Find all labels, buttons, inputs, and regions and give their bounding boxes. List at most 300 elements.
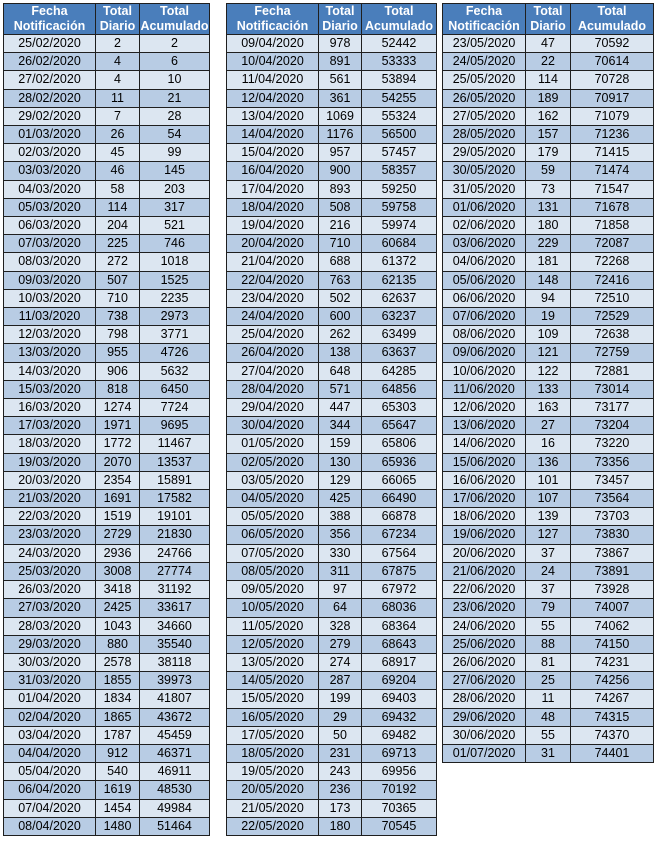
cell-fecha: 22/04/2020 xyxy=(227,271,319,289)
cell-fecha: 18/06/2020 xyxy=(443,508,526,526)
cell-fecha: 05/05/2020 xyxy=(227,508,319,526)
table-row xyxy=(443,635,654,653)
cell-total-acumulado: 9695 xyxy=(140,417,210,435)
cell-total-acumulado: 70614 xyxy=(571,53,654,71)
cell-total-diario: 648 xyxy=(319,362,362,380)
cell-total-acumulado: 19101 xyxy=(140,508,210,526)
cell-total-acumulado: 73457 xyxy=(571,471,654,489)
cell-fecha: 04/05/2020 xyxy=(227,490,319,508)
header-total-acumulado: Total Acumulado xyxy=(140,4,209,33)
table-row xyxy=(227,126,437,144)
cell-fecha: 25/05/2020 xyxy=(443,71,526,89)
cell-fecha: 12/04/2020 xyxy=(227,89,319,107)
table-row xyxy=(227,35,437,53)
table-row xyxy=(443,253,654,271)
cell-total-diario: 893 xyxy=(319,180,362,198)
table-row xyxy=(4,690,210,708)
cell-total-diario: 818 xyxy=(96,380,140,398)
cell-total-diario: 181 xyxy=(526,253,571,271)
cell-fecha: 08/05/2020 xyxy=(227,562,319,580)
cell-total-diario: 162 xyxy=(526,107,571,125)
cell-total-diario: 236 xyxy=(319,781,362,799)
cell-fecha: 21/05/2020 xyxy=(227,799,319,817)
table-row xyxy=(443,453,654,471)
cell-total-diario: 55 xyxy=(526,617,571,635)
table-row xyxy=(443,289,654,307)
header-fecha: Fecha Notificación xyxy=(227,4,319,35)
cell-total-diario: 1619 xyxy=(96,781,140,799)
cell-total-diario: 81 xyxy=(526,653,571,671)
cell-total-acumulado: 39973 xyxy=(140,672,210,690)
cell-fecha: 29/03/2020 xyxy=(4,635,96,653)
cell-total-diario: 891 xyxy=(319,53,362,71)
cell-fecha: 08/04/2020 xyxy=(4,817,96,835)
cell-total-diario: 388 xyxy=(319,508,362,526)
cell-total-diario: 1787 xyxy=(96,726,140,744)
cell-fecha: 26/05/2020 xyxy=(443,89,526,107)
cell-fecha: 30/05/2020 xyxy=(443,162,526,180)
cell-total-acumulado: 72759 xyxy=(571,344,654,362)
cell-total-acumulado: 4726 xyxy=(140,344,210,362)
cell-total-acumulado: 65936 xyxy=(362,453,437,471)
cell-total-diario: 1454 xyxy=(96,799,140,817)
cell-fecha: 06/03/2020 xyxy=(4,217,96,235)
table-row xyxy=(227,417,437,435)
table-row xyxy=(227,617,437,635)
cell-total-diario: 50 xyxy=(319,726,362,744)
cell-total-diario: 11 xyxy=(96,89,140,107)
cell-total-acumulado: 74150 xyxy=(571,635,654,653)
cell-total-acumulado: 59974 xyxy=(362,217,437,235)
cell-total-diario: 19 xyxy=(526,308,571,326)
cell-total-acumulado: 57457 xyxy=(362,144,437,162)
cell-fecha: 12/03/2020 xyxy=(4,326,96,344)
table-row xyxy=(227,107,437,125)
cell-total-acumulado: 54255 xyxy=(362,89,437,107)
cell-total-diario: 37 xyxy=(526,581,571,599)
cell-total-acumulado: 69403 xyxy=(362,690,437,708)
table-row xyxy=(4,781,210,799)
cell-total-diario: 138 xyxy=(319,344,362,362)
cell-fecha: 27/05/2020 xyxy=(443,107,526,125)
cell-total-diario: 73 xyxy=(526,180,571,198)
cell-total-acumulado: 72510 xyxy=(571,289,654,307)
cell-total-acumulado: 73220 xyxy=(571,435,654,453)
table-row xyxy=(4,162,210,180)
cell-total-diario: 130 xyxy=(319,453,362,471)
cell-fecha: 25/02/2020 xyxy=(4,35,96,53)
cell-fecha: 14/06/2020 xyxy=(443,435,526,453)
cell-total-acumulado: 74256 xyxy=(571,672,654,690)
cell-total-acumulado: 63637 xyxy=(362,344,437,362)
cell-fecha: 26/02/2020 xyxy=(4,53,96,71)
table-row xyxy=(4,544,210,562)
cell-total-acumulado: 73703 xyxy=(571,508,654,526)
cell-fecha: 03/05/2020 xyxy=(227,471,319,489)
cell-total-acumulado: 73928 xyxy=(571,581,654,599)
cell-total-diario: 179 xyxy=(526,144,571,162)
table-header xyxy=(227,4,437,35)
cell-fecha: 05/06/2020 xyxy=(443,271,526,289)
cell-total-acumulado: 60684 xyxy=(362,235,437,253)
table-row xyxy=(443,217,654,235)
cell-fecha: 22/03/2020 xyxy=(4,508,96,526)
table-row xyxy=(443,53,654,71)
cell-total-acumulado: 68364 xyxy=(362,617,437,635)
cell-total-acumulado: 59250 xyxy=(362,180,437,198)
cell-total-diario: 148 xyxy=(526,271,571,289)
cell-total-diario: 600 xyxy=(319,308,362,326)
cell-total-acumulado: 5632 xyxy=(140,362,210,380)
cell-total-acumulado: 53333 xyxy=(362,53,437,71)
cell-total-acumulado: 72268 xyxy=(571,253,654,271)
table-row xyxy=(227,53,437,71)
cell-total-acumulado: 99 xyxy=(140,144,210,162)
cell-total-acumulado: 72881 xyxy=(571,362,654,380)
cell-total-diario: 540 xyxy=(96,763,140,781)
cell-total-acumulado: 35540 xyxy=(140,635,210,653)
cell-total-diario: 243 xyxy=(319,763,362,781)
cell-total-diario: 107 xyxy=(526,490,571,508)
cell-total-acumulado: 66490 xyxy=(362,490,437,508)
table-row xyxy=(227,180,437,198)
cell-fecha: 31/03/2020 xyxy=(4,672,96,690)
cell-fecha: 28/02/2020 xyxy=(4,89,96,107)
cell-total-acumulado: 71678 xyxy=(571,198,654,216)
table-row xyxy=(443,526,654,544)
cell-fecha: 16/04/2020 xyxy=(227,162,319,180)
cell-total-acumulado: 67564 xyxy=(362,544,437,562)
cell-fecha: 24/04/2020 xyxy=(227,308,319,326)
cell-total-diario: 425 xyxy=(319,490,362,508)
cell-fecha: 11/03/2020 xyxy=(4,308,96,326)
cell-fecha: 04/03/2020 xyxy=(4,180,96,198)
cell-fecha: 18/05/2020 xyxy=(227,744,319,762)
cell-total-acumulado: 67234 xyxy=(362,526,437,544)
cell-total-diario: 180 xyxy=(319,817,362,835)
cell-total-diario: 216 xyxy=(319,217,362,235)
table-row xyxy=(4,53,210,71)
table-row xyxy=(4,144,210,162)
cell-fecha: 02/06/2020 xyxy=(443,217,526,235)
cell-fecha: 06/06/2020 xyxy=(443,289,526,307)
table-row xyxy=(4,253,210,271)
cell-total-acumulado: 46371 xyxy=(140,744,210,762)
cases-table-1 xyxy=(3,3,210,836)
cell-fecha: 27/06/2020 xyxy=(443,672,526,690)
cell-total-acumulado: 1525 xyxy=(140,271,210,289)
table-row xyxy=(227,581,437,599)
cell-fecha: 15/03/2020 xyxy=(4,380,96,398)
cell-fecha: 06/04/2020 xyxy=(4,781,96,799)
cell-total-acumulado: 21830 xyxy=(140,526,210,544)
cell-total-diario: 88 xyxy=(526,635,571,653)
cell-total-diario: 1274 xyxy=(96,399,140,417)
cell-total-diario: 55 xyxy=(526,726,571,744)
cell-total-acumulado: 38118 xyxy=(140,653,210,671)
cell-total-diario: 287 xyxy=(319,672,362,690)
cell-total-acumulado: 49984 xyxy=(140,799,210,817)
cell-total-acumulado: 45459 xyxy=(140,726,210,744)
table-row xyxy=(4,817,210,835)
table-row xyxy=(4,289,210,307)
cell-total-acumulado: 70365 xyxy=(362,799,437,817)
cell-fecha: 28/05/2020 xyxy=(443,126,526,144)
cell-total-diario: 173 xyxy=(319,799,362,817)
cell-total-acumulado: 72638 xyxy=(571,326,654,344)
cell-fecha: 26/04/2020 xyxy=(227,344,319,362)
cell-fecha: 01/06/2020 xyxy=(443,198,526,216)
cell-total-acumulado: 71415 xyxy=(571,144,654,162)
cell-total-diario: 58 xyxy=(96,180,140,198)
cell-total-acumulado: 17582 xyxy=(140,490,210,508)
cell-total-acumulado: 11467 xyxy=(140,435,210,453)
table-row xyxy=(443,435,654,453)
cell-total-diario: 502 xyxy=(319,289,362,307)
cell-total-acumulado: 521 xyxy=(140,217,210,235)
cell-total-acumulado: 28 xyxy=(140,107,210,125)
table-row xyxy=(227,653,437,671)
cell-fecha: 25/06/2020 xyxy=(443,635,526,653)
cell-fecha: 01/05/2020 xyxy=(227,435,319,453)
table-body xyxy=(4,35,210,836)
cell-total-diario: 114 xyxy=(526,71,571,89)
cell-total-acumulado: 70728 xyxy=(571,71,654,89)
cell-total-acumulado: 74267 xyxy=(571,690,654,708)
cell-total-acumulado: 73564 xyxy=(571,490,654,508)
table-row xyxy=(4,235,210,253)
cell-fecha: 10/06/2020 xyxy=(443,362,526,380)
cell-total-acumulado: 71547 xyxy=(571,180,654,198)
cell-fecha: 19/03/2020 xyxy=(4,453,96,471)
cell-total-diario: 199 xyxy=(319,690,362,708)
table-row xyxy=(4,490,210,508)
cell-total-acumulado: 65647 xyxy=(362,417,437,435)
cell-total-diario: 25 xyxy=(526,672,571,690)
table-row xyxy=(4,217,210,235)
cell-fecha: 23/03/2020 xyxy=(4,526,96,544)
cell-fecha: 31/05/2020 xyxy=(443,180,526,198)
cell-total-acumulado: 73891 xyxy=(571,562,654,580)
cell-total-acumulado: 63237 xyxy=(362,308,437,326)
table-row xyxy=(4,653,210,671)
table-row xyxy=(443,562,654,580)
table-row xyxy=(443,690,654,708)
cell-fecha: 27/04/2020 xyxy=(227,362,319,380)
table-row xyxy=(4,308,210,326)
table-row xyxy=(443,490,654,508)
table-row xyxy=(4,271,210,289)
table-row xyxy=(227,308,437,326)
cell-total-diario: 114 xyxy=(96,198,140,216)
cell-fecha: 29/02/2020 xyxy=(4,107,96,125)
table-row xyxy=(227,599,437,617)
table-row xyxy=(443,599,654,617)
cell-fecha: 12/05/2020 xyxy=(227,635,319,653)
cell-total-diario: 22 xyxy=(526,53,571,71)
cell-fecha: 10/05/2020 xyxy=(227,599,319,617)
cell-fecha: 20/05/2020 xyxy=(227,781,319,799)
cell-fecha: 25/03/2020 xyxy=(4,562,96,580)
cell-total-acumulado: 2 xyxy=(140,35,210,53)
cell-total-diario: 229 xyxy=(526,235,571,253)
table-row xyxy=(443,417,654,435)
table-row xyxy=(227,708,437,726)
cell-total-acumulado: 73014 xyxy=(571,380,654,398)
cell-total-diario: 561 xyxy=(319,71,362,89)
table-row xyxy=(443,362,654,380)
table-row xyxy=(4,599,210,617)
table-row xyxy=(227,544,437,562)
table-row xyxy=(4,726,210,744)
cell-fecha: 12/06/2020 xyxy=(443,399,526,417)
table-row xyxy=(4,581,210,599)
cell-total-diario: 688 xyxy=(319,253,362,271)
cell-fecha: 01/03/2020 xyxy=(4,126,96,144)
table-row xyxy=(443,271,654,289)
cell-total-diario: 571 xyxy=(319,380,362,398)
cell-total-acumulado: 66878 xyxy=(362,508,437,526)
cell-fecha: 30/04/2020 xyxy=(227,417,319,435)
cell-total-diario: 131 xyxy=(526,198,571,216)
cell-fecha: 04/04/2020 xyxy=(4,744,96,762)
table-row xyxy=(227,271,437,289)
cell-total-diario: 906 xyxy=(96,362,140,380)
cell-total-acumulado: 21 xyxy=(140,89,210,107)
cell-fecha: 07/04/2020 xyxy=(4,799,96,817)
cell-fecha: 14/05/2020 xyxy=(227,672,319,690)
cell-total-acumulado: 317 xyxy=(140,198,210,216)
cell-fecha: 20/06/2020 xyxy=(443,544,526,562)
cell-total-diario: 978 xyxy=(319,35,362,53)
cell-fecha: 26/03/2020 xyxy=(4,581,96,599)
cell-total-acumulado: 69956 xyxy=(362,763,437,781)
cell-total-acumulado: 54 xyxy=(140,126,210,144)
cell-fecha: 10/04/2020 xyxy=(227,53,319,71)
cell-total-acumulado: 68643 xyxy=(362,635,437,653)
cell-total-diario: 798 xyxy=(96,326,140,344)
cell-total-diario: 344 xyxy=(319,417,362,435)
cell-total-diario: 47 xyxy=(526,35,571,53)
cell-total-acumulado: 62637 xyxy=(362,289,437,307)
table-row xyxy=(227,508,437,526)
cell-fecha: 01/04/2020 xyxy=(4,690,96,708)
cell-total-diario: 225 xyxy=(96,235,140,253)
cell-total-diario: 507 xyxy=(96,271,140,289)
cell-fecha: 28/04/2020 xyxy=(227,380,319,398)
cell-total-diario: 1834 xyxy=(96,690,140,708)
table-row xyxy=(4,562,210,580)
cell-fecha: 26/06/2020 xyxy=(443,653,526,671)
cell-total-diario: 2070 xyxy=(96,453,140,471)
table-row xyxy=(227,562,437,580)
cell-total-acumulado: 53894 xyxy=(362,71,437,89)
table-body xyxy=(443,35,654,763)
cell-fecha: 06/05/2020 xyxy=(227,526,319,544)
table-row xyxy=(4,617,210,635)
cell-total-acumulado: 58357 xyxy=(362,162,437,180)
table-row xyxy=(443,380,654,398)
cell-total-acumulado: 62135 xyxy=(362,271,437,289)
cell-total-diario: 763 xyxy=(319,271,362,289)
cell-total-diario: 4 xyxy=(96,53,140,71)
cell-fecha: 11/04/2020 xyxy=(227,71,319,89)
table-row xyxy=(4,417,210,435)
cell-fecha: 17/05/2020 xyxy=(227,726,319,744)
cell-total-diario: 129 xyxy=(319,471,362,489)
cell-total-acumulado: 70592 xyxy=(571,35,654,53)
cell-total-diario: 45 xyxy=(96,144,140,162)
cell-total-acumulado: 73830 xyxy=(571,526,654,544)
cell-total-diario: 27 xyxy=(526,417,571,435)
cell-total-diario: 1865 xyxy=(96,708,140,726)
cell-fecha: 05/03/2020 xyxy=(4,198,96,216)
table-row xyxy=(4,799,210,817)
cell-total-acumulado: 41807 xyxy=(140,690,210,708)
cell-total-diario: 1519 xyxy=(96,508,140,526)
cell-total-diario: 48 xyxy=(526,708,571,726)
table-row xyxy=(4,35,210,53)
table-row xyxy=(443,235,654,253)
cell-total-diario: 109 xyxy=(526,326,571,344)
cell-total-diario: 279 xyxy=(319,635,362,653)
table-row xyxy=(4,198,210,216)
table-row xyxy=(443,708,654,726)
header-fecha: Fecha Notificación xyxy=(443,4,526,35)
cell-total-acumulado: 66065 xyxy=(362,471,437,489)
cell-fecha: 09/04/2020 xyxy=(227,35,319,53)
table-row xyxy=(443,71,654,89)
cell-total-diario: 159 xyxy=(319,435,362,453)
table-row xyxy=(443,581,654,599)
cell-total-acumulado: 59758 xyxy=(362,198,437,216)
cell-total-diario: 710 xyxy=(319,235,362,253)
cell-fecha: 02/05/2020 xyxy=(227,453,319,471)
cell-fecha: 03/04/2020 xyxy=(4,726,96,744)
cell-fecha: 29/05/2020 xyxy=(443,144,526,162)
cell-total-acumulado: 68036 xyxy=(362,599,437,617)
cell-fecha: 14/03/2020 xyxy=(4,362,96,380)
cell-fecha: 16/05/2020 xyxy=(227,708,319,726)
cell-fecha: 16/03/2020 xyxy=(4,399,96,417)
cell-fecha: 27/02/2020 xyxy=(4,71,96,89)
cell-total-acumulado: 64285 xyxy=(362,362,437,380)
cell-total-diario: 955 xyxy=(96,344,140,362)
table-row xyxy=(443,344,654,362)
table-header xyxy=(4,4,210,35)
header-total-acumulado: Total Acumulado xyxy=(362,4,437,35)
cell-total-diario: 1176 xyxy=(319,126,362,144)
table-row xyxy=(227,289,437,307)
cell-total-acumulado: 65303 xyxy=(362,399,437,417)
cell-total-acumulado: 56500 xyxy=(362,126,437,144)
table-row xyxy=(443,89,654,107)
cell-fecha: 24/06/2020 xyxy=(443,617,526,635)
cell-total-acumulado: 15891 xyxy=(140,471,210,489)
table-row xyxy=(443,107,654,125)
cell-fecha: 04/06/2020 xyxy=(443,253,526,271)
cases-table-2 xyxy=(226,3,437,836)
cell-fecha: 17/04/2020 xyxy=(227,180,319,198)
cell-fecha: 21/03/2020 xyxy=(4,490,96,508)
table-row xyxy=(4,326,210,344)
cell-fecha: 09/05/2020 xyxy=(227,581,319,599)
cell-fecha: 20/03/2020 xyxy=(4,471,96,489)
cell-total-acumulado: 6450 xyxy=(140,380,210,398)
cell-total-acumulado: 69713 xyxy=(362,744,437,762)
table-row xyxy=(443,653,654,671)
cell-total-acumulado: 72416 xyxy=(571,271,654,289)
